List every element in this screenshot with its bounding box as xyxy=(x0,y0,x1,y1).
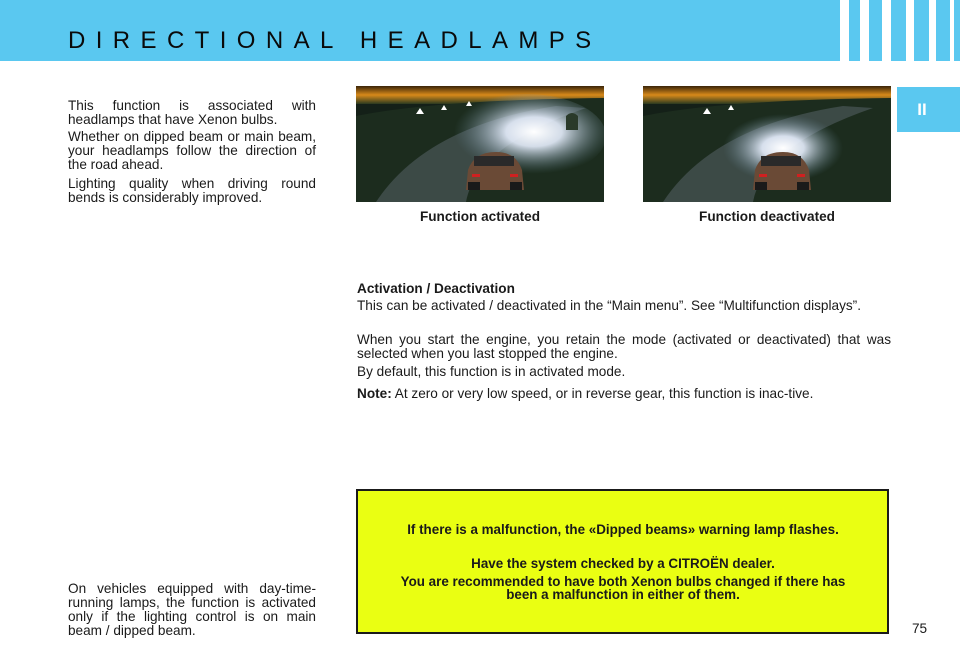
caption-function-activated: Function activated xyxy=(419,209,541,224)
chapter-label: II xyxy=(917,100,927,119)
warning-dealer-check: Have the system checked by a CITROËN dealer. xyxy=(471,556,775,571)
note-label: Note: xyxy=(357,386,392,401)
photo-function-activated xyxy=(356,86,604,202)
chapter-tab xyxy=(897,87,960,132)
activation-menu-paragraph: This can be activated / deactivated in the “Main menu”. See “Multifunction displays”. xyxy=(357,298,861,313)
activation-default-paragraph: By default, this function is in activated mode. xyxy=(357,364,626,379)
malfunction-warning-box xyxy=(356,489,889,634)
activation-heading: Activation / Deactivation xyxy=(357,281,515,296)
page-header xyxy=(0,0,960,61)
intro-paragraph-lighting-quality: Lighting quality when driving round bends is considerably improved. xyxy=(68,176,316,205)
note-text: At zero or very low speed, or in reverse gear, this function is inac-tive. xyxy=(391,386,814,401)
page-number: 75 xyxy=(912,621,928,636)
warning-bulb-replacement: You are recommended to have both Xenon bulbs changed if there has been a malfunction in either of them. xyxy=(400,574,846,602)
intro-paragraph-xenon: This function is associated with headlamps that have Xenon bulbs. xyxy=(68,98,316,127)
daytime-running-lamps-note: On vehicles equipped with day-time-running lamps, the function is activated only if the lighting control is on main beam / dipped beam. xyxy=(68,581,316,638)
photo-function-deactivated xyxy=(643,86,891,202)
header-stripes-decoration xyxy=(830,0,960,61)
activation-note xyxy=(357,387,891,401)
intro-paragraph-follow-road: Whether on dipped beam or main beam, your headlamps follow the direction of the road ahead. xyxy=(68,129,316,172)
warning-lamp-flashes: If there is a malfunction, the «Dipped beams» warning lamp flashes. xyxy=(407,522,839,537)
activation-memory-paragraph: When you start the engine, you retain the mode (activated or deactivated) that was selected when you last stopped the engine. xyxy=(357,332,891,361)
caption-function-deactivated: Function deactivated xyxy=(699,209,835,224)
page-title: DIRECTIONAL HEADLAMPS xyxy=(68,27,602,54)
